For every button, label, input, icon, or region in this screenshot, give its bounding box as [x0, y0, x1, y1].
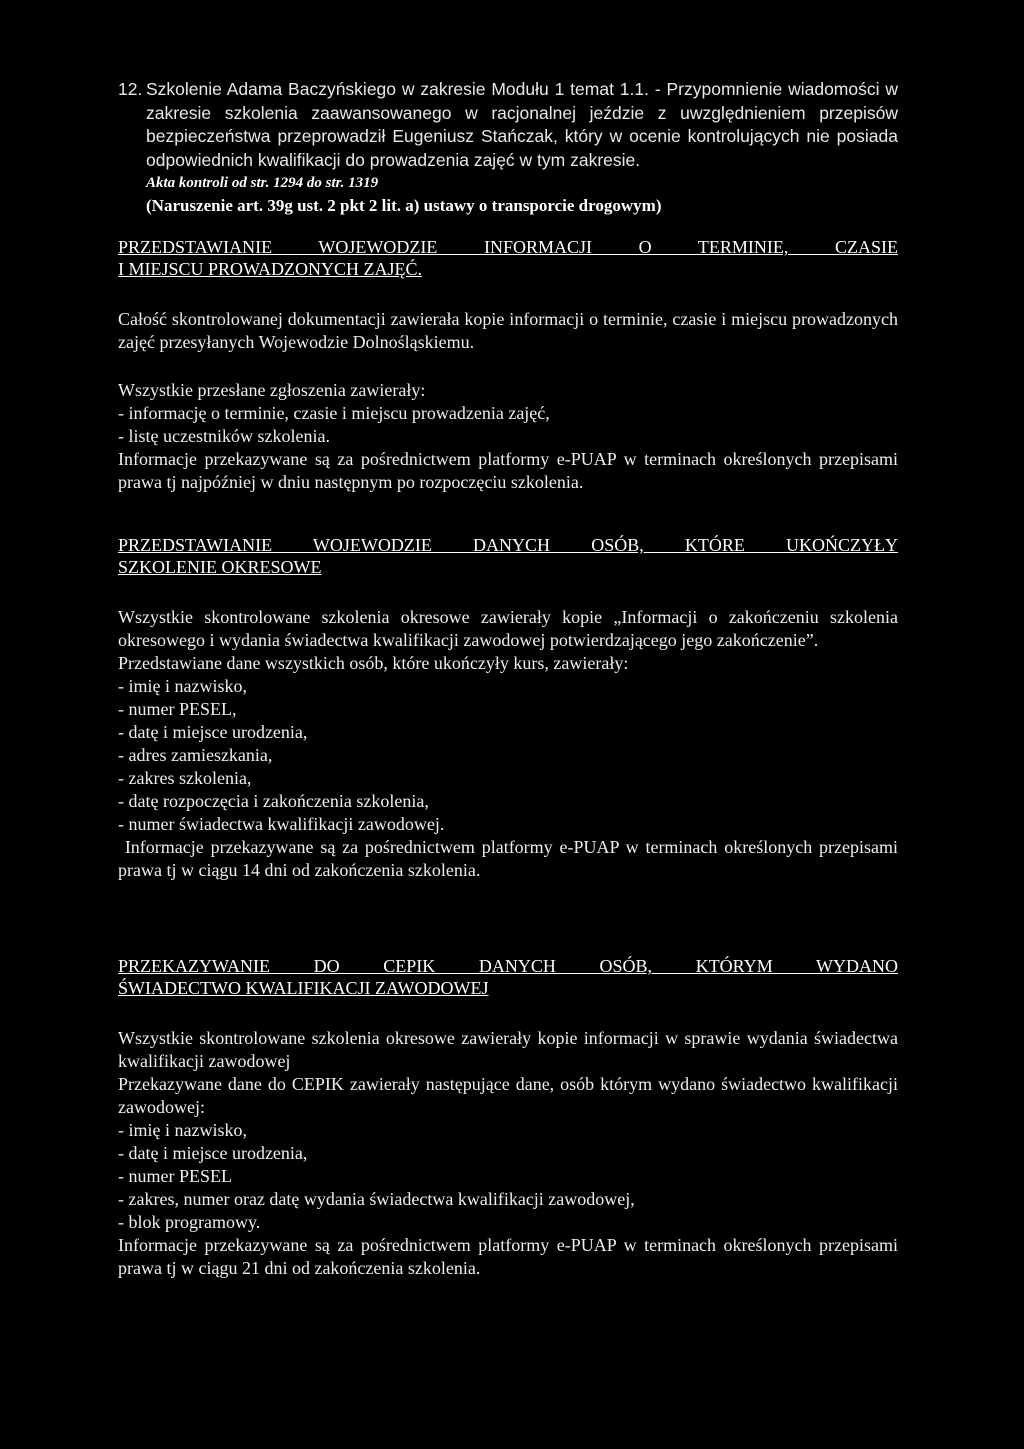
- list-item: - numer świadectwa kwalifikacji zawodowej.: [118, 814, 445, 835]
- paragraph: Wszystkie skontrolowane szkolenia okresowe zawierały kopie informacji w sprawie wydania świadectwa kwalifikacji zawodowej: [118, 1028, 898, 1072]
- heading-line: PRZEDSTAWIANIE WOJEWODZIE INFORMACJI O TERMINIE, CZASIE: [118, 237, 898, 258]
- list: [118, 675, 898, 836]
- heading-line: PRZEKAZYWANIE DO CEPIK DANYCH OSÓB, KTÓRYM WYDANO: [118, 956, 898, 977]
- item-number: 12.: [118, 79, 143, 99]
- section-heading: [118, 955, 898, 999]
- list-item: - blok programowy.: [118, 1212, 261, 1233]
- item-12-text: [118, 78, 898, 172]
- list-item: - datę rozpoczęcia i zakończenia szkolenia,: [118, 791, 429, 812]
- section-informacje-o-terminie: [118, 236, 898, 494]
- heading-line: ŚWIADECTWO KWALIFIKACJI ZAWODOWEJ: [118, 978, 489, 999]
- heading-line: PRZEDSTAWIANIE WOJEWODZIE DANYCH OSÓB, KTÓRE UKOŃCZYŁY: [118, 535, 898, 556]
- item-12: [118, 78, 898, 217]
- list-item: - zakres, numer oraz datę wydania świadectwa kwalifikacji zawodowej,: [118, 1189, 635, 1210]
- list-item: - imię i nazwisko,: [118, 1120, 247, 1141]
- paragraph: Informacje przekazywane są za pośrednictwem platformy e-PUAP w terminach określonych przepisami prawa tj najpóźniej w dniu następnym po rozpoczęciu szkolenia.: [118, 449, 898, 493]
- paragraph: Całość skontrolowanej dokumentacji zawierała kopie informacji o terminie, czasie i miejscu prowadzonych zajęć przesyłanych Wojewodzie Dolnośląskiemu.: [118, 309, 898, 353]
- list: [118, 402, 898, 448]
- list-item: - datę i miejsce urodzenia,: [118, 1143, 308, 1164]
- list-item: - listę uczestników szkolenia.: [118, 426, 330, 447]
- heading-line: I MIEJSCU PROWADZONYCH ZAJĘĆ.: [118, 259, 423, 280]
- list-item: - zakres szkolenia,: [118, 768, 252, 789]
- violation-note: (Naruszenie art. 39g ust. 2 pkt 2 lit. a) ustawy o transporcie drogowym): [146, 196, 662, 216]
- list-intro: Przekazywane dane do CEPIK zawierały następujące dane, osób którym wydano świadectwo kwalifikacji zawodowej:: [118, 1074, 898, 1118]
- document-page: [118, 78, 903, 1280]
- list-item: - adres zamieszkania,: [118, 745, 273, 766]
- heading-line: SZKOLENIE OKRESOWE: [118, 557, 322, 578]
- paragraph: Informacje przekazywane są za pośrednictwem platformy e-PUAP w terminach określonych przepisami prawa tj w ciągu 14 dni od zakończenia szkolenia.: [118, 837, 903, 881]
- section-heading: [118, 236, 898, 280]
- paragraph: Wszystkie skontrolowane szkolenia okresowe zawierały kopie „Informacji o zakończeniu szkolenia okresowego i wydania świadectwa kwalifikacji zawodowej potwierdzającego jego zakończenie”.: [118, 607, 898, 651]
- list-item: - datę i miejsce urodzenia,: [118, 722, 308, 743]
- item-body: Szkolenie Adama Baczyńskiego w zakresie Modułu 1 temat 1.1. - Przypomnienie wiadomości w zakresie szkolenia zaawansowanego w racjonalnej jeździe z uwzględnieniem przepisów bezpieczeństwa przeprowadził Eugeniusz Stańczak, który w ocenie kontrolujących nie posiada odpowiednich kwalifikacji do prowadzenia zajęć w tym zakresie.: [146, 79, 898, 170]
- list-intro: Wszystkie przesłane zgłoszenia zawierały:: [118, 380, 426, 401]
- list: [118, 1119, 898, 1234]
- section-cepik: [118, 955, 898, 1280]
- list-item: - numer PESEL,: [118, 699, 237, 720]
- files-reference: Akta kontroli od str. 1294 do str. 1319: [146, 175, 379, 192]
- list-item: - informację o terminie, czasie i miejscu prowadzenia zajęć,: [118, 403, 550, 424]
- list-item: - imię i nazwisko,: [118, 676, 247, 697]
- section-heading: [118, 534, 898, 578]
- list-item: - numer PESEL: [118, 1166, 232, 1187]
- paragraph: Informacje przekazywane są za pośrednictwem platformy e-PUAP w terminach określonych przepisami prawa tj w ciągu 21 dni od zakończenia szkolenia.: [118, 1235, 898, 1279]
- section-dane-osob-szkolenie-okresowe: [118, 534, 903, 882]
- list-intro: Przedstawiane dane wszystkich osób, które ukończyły kurs, zawierały:: [118, 653, 629, 674]
